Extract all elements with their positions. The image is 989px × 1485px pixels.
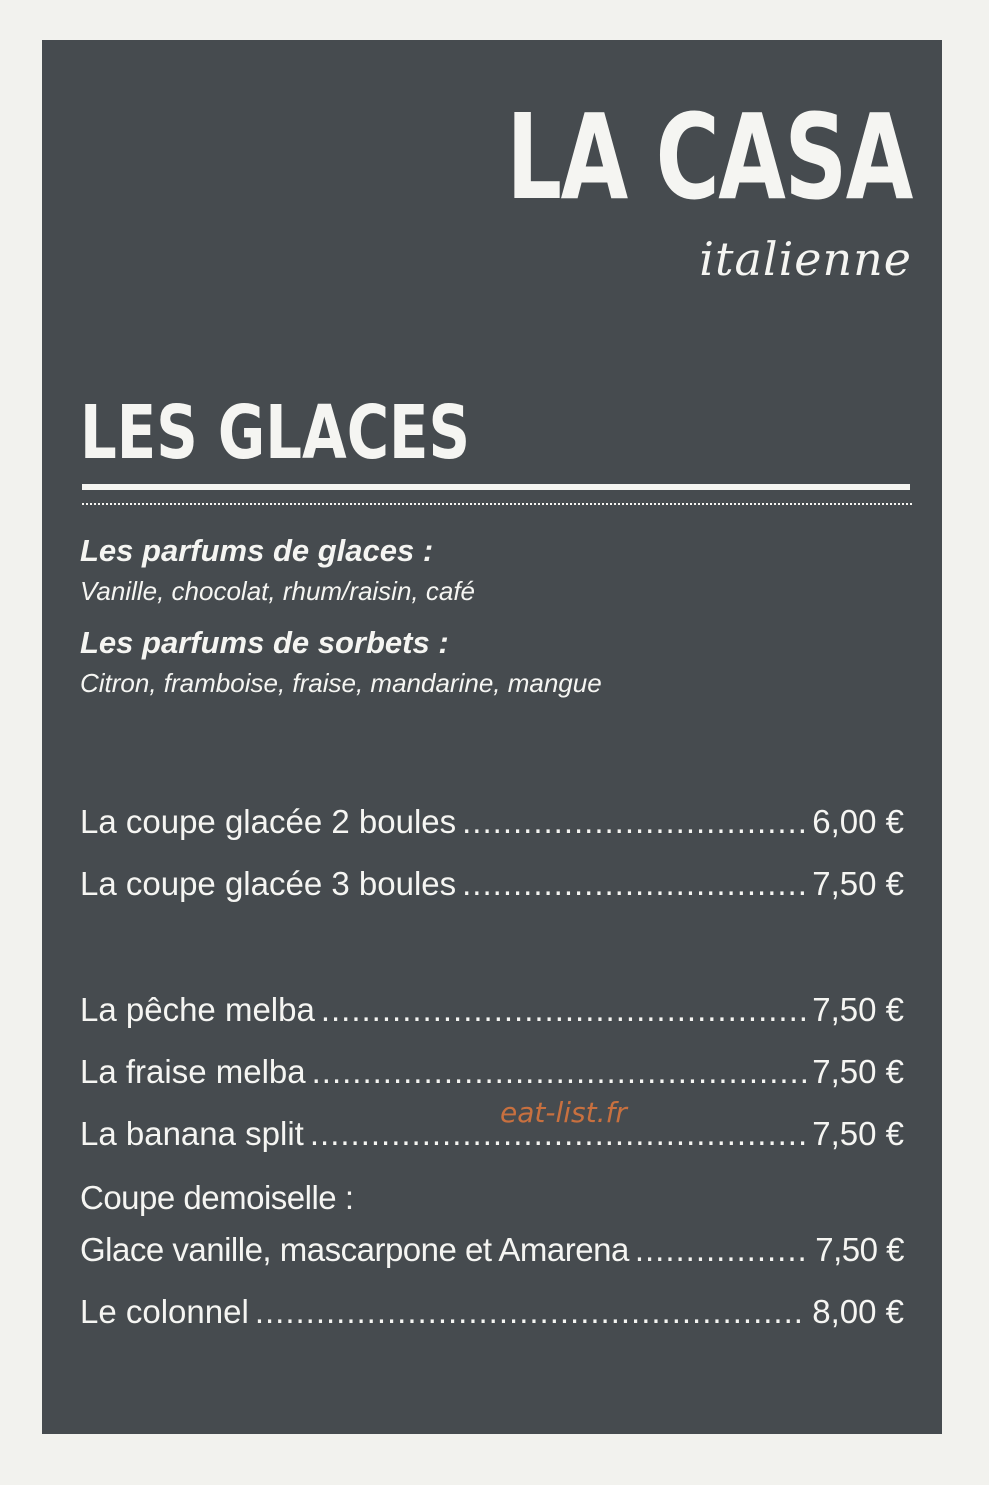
menu-item <box>80 990 904 1030</box>
leader-dots <box>321 990 806 1030</box>
item-name: La coupe glacée 3 boules <box>80 865 457 902</box>
menu-item <box>80 1114 904 1154</box>
sorbet-flavors-list: Citron, framboise, fraise, mandarine, mangue <box>80 668 602 698</box>
dotted-divider <box>82 503 912 505</box>
item-price: 7,50 € <box>812 1053 904 1090</box>
item-name: La pêche melba <box>80 991 315 1028</box>
item-price: 7,50 € <box>812 1115 904 1152</box>
menu-item <box>80 1230 904 1270</box>
leader-dots <box>462 802 806 842</box>
leader-dots <box>255 1292 806 1332</box>
menu-board <box>42 40 942 1434</box>
item-name: La banana split <box>80 1115 304 1152</box>
section-title: LES GLACES <box>80 390 471 476</box>
ice-cream-flavors-heading: Les parfums de glaces : <box>80 533 434 568</box>
menu-item <box>80 1052 904 1092</box>
brand-title: LA CASA <box>506 88 912 226</box>
leader-dots <box>312 1052 807 1092</box>
item-price: 7,50 € <box>812 865 904 902</box>
watermark: eat-list.fr <box>500 1096 627 1129</box>
item-price: 6,00 € <box>812 803 904 840</box>
menu-item-label: Coupe demoiselle : <box>80 1179 354 1216</box>
leader-dots <box>462 864 806 904</box>
menu-item <box>80 1292 904 1332</box>
item-price: 8,00 € <box>812 1293 904 1330</box>
sorbet-flavors-heading: Les parfums de sorbets : <box>80 625 449 660</box>
brand-subtitle: italienne <box>699 232 912 286</box>
ice-cream-flavors-list: Vanille, chocolat, rhum/raisin, café <box>80 576 476 606</box>
menu-item <box>80 802 904 842</box>
item-name: Le colonnel <box>80 1293 249 1330</box>
leader-dots <box>635 1230 809 1270</box>
item-price: 7,50 € <box>815 1231 904 1268</box>
menu-item <box>80 864 904 904</box>
flavor-info <box>80 532 602 716</box>
item-price: 7,50 € <box>812 991 904 1028</box>
item-name: La coupe glacée 2 boules <box>80 803 457 840</box>
item-name: La fraise melba <box>80 1053 306 1090</box>
item-name: Glace vanille, mascarpone et Amarena <box>80 1231 629 1268</box>
section-divider <box>82 484 910 490</box>
